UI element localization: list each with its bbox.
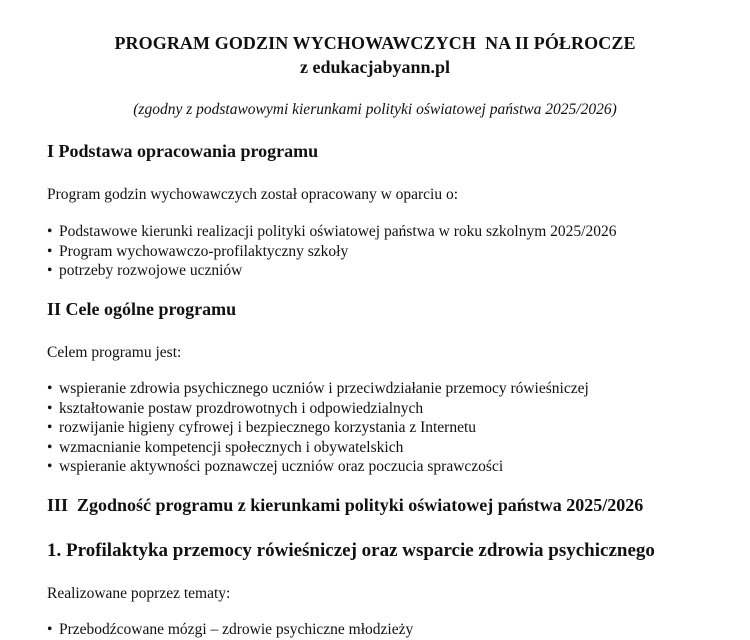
list-item-text: wspieranie aktywności poznawczej uczniów oraz poczucia sprawczości (59, 458, 504, 475)
list-item (47, 399, 589, 419)
bullet-glyph: • (47, 458, 53, 475)
section-1-list (47, 222, 616, 281)
subsection-1-intro: Realizowane poprzez tematy: (47, 585, 231, 602)
bullet-glyph: • (47, 399, 53, 417)
list-item (47, 438, 589, 458)
bullet-glyph: • (47, 262, 53, 279)
bullet-glyph: • (47, 223, 53, 240)
list-item (47, 222, 616, 242)
document-title: PROGRAM GODZIN WYCHOWAWCZYCH NA II PÓŁROCZE (114, 33, 636, 53)
list-item (47, 379, 589, 399)
list-item-text: kształtowanie postaw prozdrowotnych i odpowiedzialnych (59, 399, 424, 417)
list-item-text: Program wychowawczo-profilaktyczny szkoły (59, 242, 349, 260)
subsection-1-heading: 1. Profilaktyka przemocy rówieśniczej oraz wsparcie zdrowia psychicznego (47, 540, 655, 561)
bullet-glyph: • (47, 438, 53, 456)
list-item-text: wspieranie zdrowia psychicznego uczniów i przeciwdziałanie przemocy rówieśniczej (59, 380, 589, 397)
list-item-text: wzmacnianie kompetencji społecznych i obywatelskich (59, 438, 404, 456)
list-item-text: Przebodźcowane mózgi – zdrowie psychiczne młodzieży (59, 621, 414, 638)
section-2-intro: Celem programu jest: (47, 344, 182, 361)
list-item (47, 418, 589, 438)
subsection-1-list (47, 620, 413, 640)
bullet-glyph: • (47, 242, 53, 260)
document-subtitle: z edukacjabyann.pl (299, 57, 451, 77)
bullet-glyph: • (47, 419, 53, 436)
bullet-glyph: • (47, 380, 53, 397)
list-item (47, 457, 589, 477)
section-1-heading: I Podstawa opracowania programu (47, 141, 319, 161)
list-item (47, 620, 413, 640)
section-3-heading: III Zgodność programu z kierunkami polityki oświatowej państwa 2025/2026 (47, 495, 644, 515)
bullet-glyph: • (47, 621, 53, 638)
list-item (47, 261, 616, 281)
section-2-list (47, 379, 589, 477)
list-item-text: rozwijanie higieny cyfrowej i bezpiecznego korzystania z Internetu (59, 419, 477, 436)
list-item (47, 242, 616, 262)
list-item-text: potrzeby rozwojowe uczniów (59, 262, 243, 279)
document-note: (zgodny z podstawowymi kierunkami polityki oświatowej państwa 2025/2026) (133, 101, 617, 118)
list-item-text: Podstawowe kierunki realizacji polityki oświatowej państwa w roku szkolnym 2025/2026 (59, 223, 617, 240)
section-1-intro: Program godzin wychowawczych został opracowany w oparciu o: (47, 186, 459, 203)
section-2-heading: II Cele ogólne programu (47, 299, 237, 319)
